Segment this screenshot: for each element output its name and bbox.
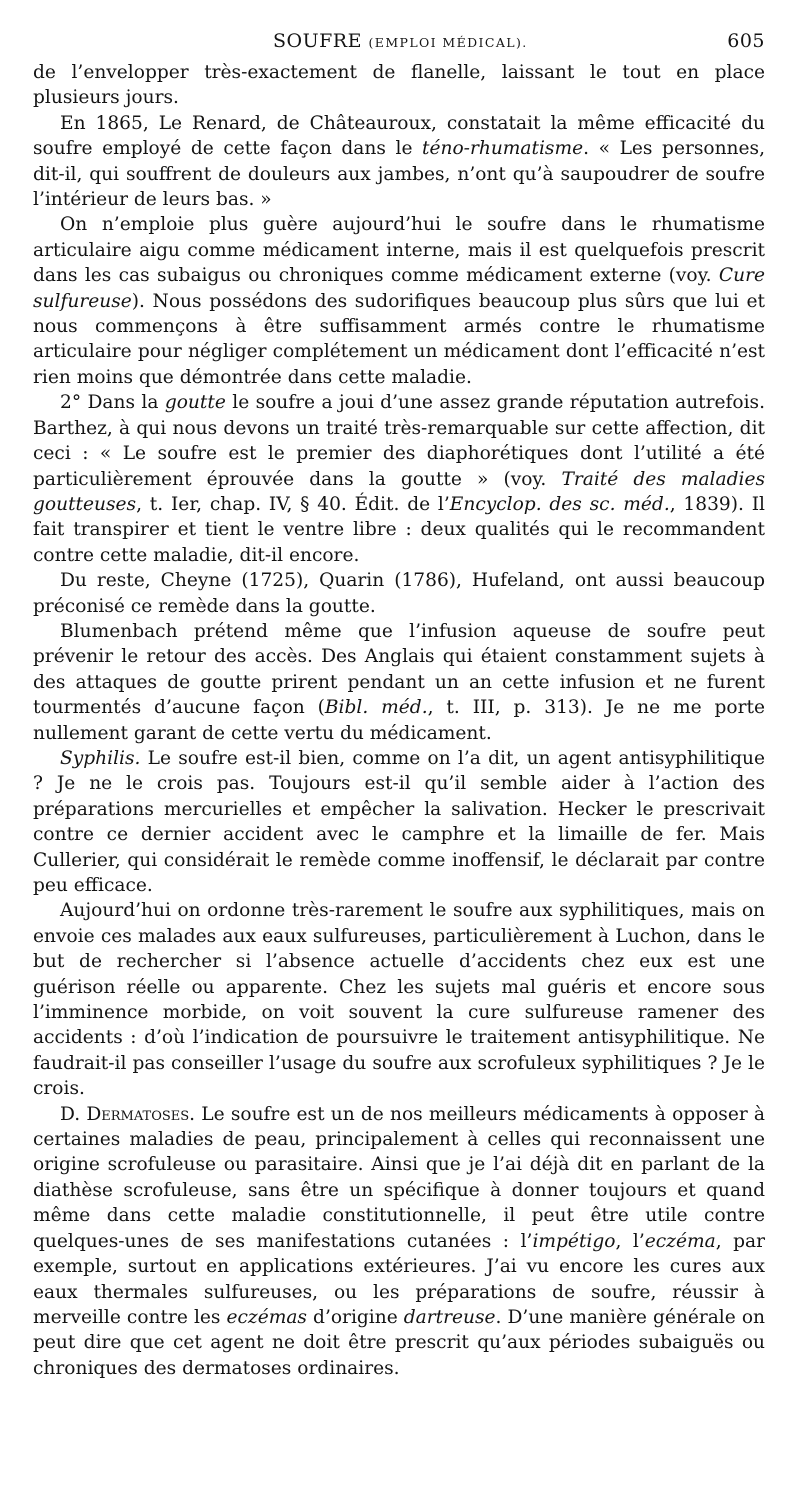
italic-run: Bibl. méd. (324, 697, 428, 719)
paragraph (33, 746, 765, 898)
text-run: , t. III, p. 313). Je ne me porte nullement garant de cette vertu du médicament. (33, 697, 765, 744)
running-title-main: SOUFRE (273, 30, 362, 52)
italic-run: goutte (164, 392, 226, 414)
italic-run: Syphilis. (60, 747, 141, 769)
small-caps-run: D. Dermatoses. (60, 1103, 196, 1125)
text-run: . « Les personnes, dit-il, qui souffrent de douleurs aux jambes, n’ont qu’à saupoudrer de soufre l’intérieur de leurs bas. » (33, 138, 765, 211)
text-run: , l’ (615, 1230, 645, 1252)
italic-run: téno-rhumatisme (422, 138, 584, 160)
body-text (33, 60, 765, 1381)
italic-run: Encyclop. des sc. méd. (449, 493, 670, 515)
running-header (33, 30, 765, 60)
running-title-sub: (EMPLOI MÉDICAL). (368, 35, 528, 50)
text-run: Le soufre est-il bien, comme on l’a dit, un agent antisyphilitique ? Je ne le crois pas. Toujours est-il qu’il semble aider à l’action des préparations mercurielles et empêcher la salivation. Hecker le prescrivait contre ce dernier accident avec le camphre et la limaille de fer. Mais Cullerier, qui considérait le remède comme inoffensif, le déclarait par contre peu efficace. (33, 747, 765, 896)
book-page (33, 30, 765, 1381)
italic-run: Cure sulfureuse (33, 265, 765, 312)
italic-run: impétigo (532, 1230, 616, 1252)
text-run: On n’emploie plus guère aujourd’hui le soufre dans le rhumatisme articulaire aigu comme médicament interne, mais il est quelquefois prescrit dans les cas subaigus ou chroniques comme médicament externe (voy. (33, 214, 765, 287)
italic-run: Traité des maladies goutteuses (33, 468, 765, 515)
paragraph (33, 111, 765, 213)
paragraph (33, 390, 765, 568)
paragraph (33, 568, 765, 619)
paragraph (33, 60, 765, 111)
text-run: , par exemple, surtout en applications extérieures. J’ai vu encore les cures aux eaux thermales sulfureuses, ou les préparations de soufre, réussir à merveille contre les (33, 1230, 765, 1328)
text-run: En 1865, Le Renard, de Châteauroux, constatait la même efficacité du soufre employé de cette façon dans le (33, 112, 765, 160)
text-run: . D’une manière générale on peut dire que cet agent ne doit être prescrit qu’aux périodes subaiguës ou chroniques des dermatoses ordinaires. (33, 1306, 765, 1379)
text-run: le soufre a joui d’une assez grande réputation autrefois. Barthez, à qui nous devons un traité très-remarquable sur cette affection, dit ceci : « Le soufre est le premier des diaphorétiques dont l’utilité a été particulièrement éprouvée dans la goutte » (voy. (33, 392, 766, 490)
text-run: Blumenbach prétend même que l’infusion aqueuse de soufre peut prévenir le retour des accès. Des Anglais qui étaient constamment sujets à des attaques de goutte prirent pendant un an cette infusion et ne furent tourmentés d’aucune façon ( (33, 620, 765, 719)
paragraph (33, 1102, 765, 1381)
italic-run: dartreuse (403, 1306, 496, 1328)
text-run: ). Nous possédons des sudorifiques beaucoup plus sûrs que lui et nous commençons à être suffisamment armés contre le rhumatisme articulaire pour négliger complétement un médicament dont l’efficacité n’est rien moins que démontrée dans cette maladie. (33, 290, 765, 388)
paragraph (33, 619, 765, 746)
paragraph (33, 898, 765, 1101)
page-number: 605 (727, 30, 765, 52)
italic-run: eczémas (226, 1306, 307, 1328)
text-run: , 1839). Il fait transpirer et tient le ventre libre : deux qualités qui le recommandent contre cette maladie, dit-il encore. (33, 493, 766, 566)
text-run: 2° Dans la (60, 392, 165, 414)
italic-run: eczéma (644, 1230, 716, 1252)
text-run: , t. Ier, chap. IV, § 40. Édit. de l’ (136, 493, 450, 515)
text-run: Du reste, Cheyne (1725), Quarin (1786), Hufeland, ont aussi beaucoup préconisé ce remède dans la goutte. (33, 570, 765, 617)
paragraph (33, 212, 765, 390)
text-run: Aujourd’hui on ordonne très-rarement le soufre aux syphilitiques, mais on envoie ces malades aux eaux sulfureuses, particulièrement à Luchon, dans le but de rechercher si l’absence actuelle d’accidents chez eux est une guérison réelle ou apparente. Chez les sujets mal guéris et encore sous l’imminence morbide, on voit souvent la cure sulfureuse ramener des accidents : d’où l’indication de poursuivre le traitement antisyphilitique. Ne faudrait-il pas conseiller l’usage du soufre aux scrofuleux syphilitiques ? Je le crois. (33, 900, 765, 1100)
running-title (273, 30, 528, 52)
text-run: d’origine (306, 1306, 404, 1328)
text-run: Le soufre est un de nos meilleurs médicaments à opposer à certaines maladies de peau, principalement à celles qui reconnaissent une origine scrofuleuse ou parasitaire. Ainsi que je l’ai déjà dit en parlant de la diathèse scrofuleuse, sans être un spécifique à donner toujours et quand même dans cette maladie constitutionnelle, il peut être utile contre quelques-unes de ses manifestations cutanées : l’ (33, 1103, 766, 1252)
text-run: de l’envelopper très-exactement de flanelle, laissant le tout en place plusieurs jours. (33, 62, 765, 109)
